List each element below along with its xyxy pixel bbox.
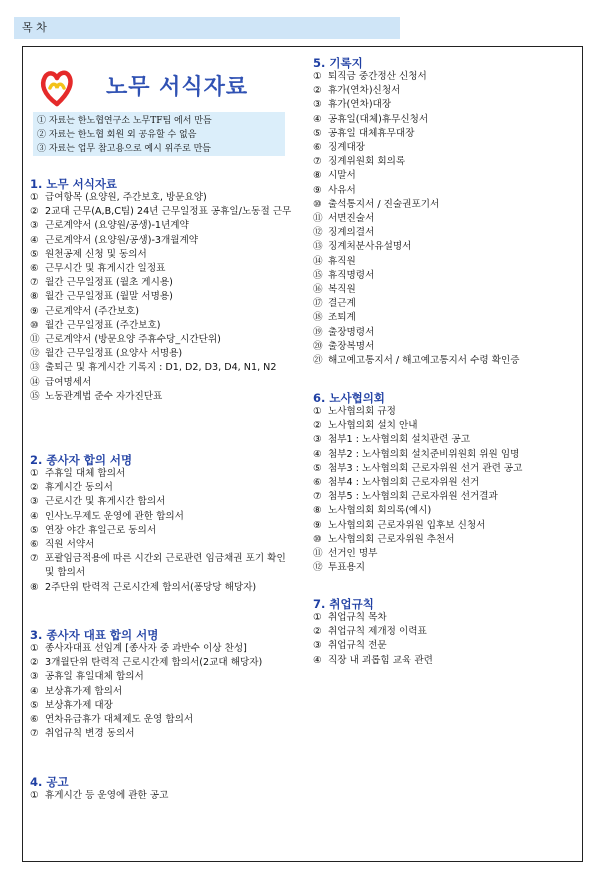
list-item bbox=[30, 713, 298, 727]
list-item bbox=[313, 490, 591, 504]
item-number: ⑧ bbox=[313, 170, 322, 182]
list-item bbox=[313, 611, 591, 625]
list-item bbox=[313, 311, 591, 325]
item-text: 선거인 명부 bbox=[328, 548, 378, 560]
item-number: ② bbox=[30, 657, 39, 669]
item-text: 결근계 bbox=[328, 298, 356, 310]
list-item bbox=[313, 533, 591, 547]
list-item bbox=[313, 654, 591, 668]
list-item bbox=[313, 354, 591, 368]
list-item bbox=[313, 639, 591, 653]
item-text: 연차유급휴가 대체제도 운영 합의서 bbox=[45, 714, 194, 726]
item-text: 첨부2 : 노사협의회 설치준비위원회 위원 임명 bbox=[328, 448, 520, 460]
list-item bbox=[30, 510, 298, 524]
item-number: ④ bbox=[30, 234, 39, 246]
list-item bbox=[313, 448, 591, 462]
item-number: ② bbox=[313, 420, 322, 432]
list-item bbox=[30, 305, 298, 319]
item-text: 직장 내 괴롭힘 교육 관련 bbox=[328, 654, 433, 666]
item-number: ③ bbox=[30, 671, 39, 683]
list-item bbox=[30, 467, 298, 481]
list-item bbox=[30, 699, 298, 713]
list-item bbox=[313, 625, 591, 639]
list-item bbox=[313, 561, 591, 575]
section-list-records bbox=[313, 70, 591, 368]
item-text: 해고예고통지서 / 해고예고통지서 수령 확인증 bbox=[328, 355, 520, 367]
item-number: ⑪ bbox=[30, 334, 40, 346]
item-text: 징계처분사유설명서 bbox=[328, 241, 412, 253]
list-item bbox=[313, 84, 591, 98]
item-number: ⑦ bbox=[30, 728, 39, 740]
list-item bbox=[30, 495, 298, 509]
item-text: 취업규칙 전문 bbox=[328, 640, 387, 652]
item-text: 취업규칙 변경 동의서 bbox=[45, 728, 135, 740]
item-text: 사유서 bbox=[328, 184, 356, 196]
item-number: ⑲ bbox=[313, 326, 323, 338]
item-number: ⑨ bbox=[313, 519, 322, 531]
list-item bbox=[30, 789, 298, 803]
item-number: ⑤ bbox=[30, 699, 39, 711]
item-number: ⑪ bbox=[313, 548, 323, 560]
item-number: ③ bbox=[313, 99, 322, 111]
item-number: ⑤ bbox=[30, 524, 39, 536]
item-text: 원천공제 신청 및 동의서 bbox=[45, 248, 147, 260]
item-number: ④ bbox=[30, 685, 39, 697]
list-item bbox=[313, 340, 591, 354]
item-number: ⑥ bbox=[30, 539, 39, 551]
list-item bbox=[313, 198, 591, 212]
item-number: ① bbox=[313, 71, 322, 82]
item-text: 취업규칙 목차 bbox=[328, 612, 387, 623]
list-item bbox=[313, 184, 591, 198]
item-text: 조퇴계 bbox=[328, 312, 356, 324]
list-item bbox=[30, 376, 298, 390]
item-number: ⑬ bbox=[313, 241, 323, 253]
list-item bbox=[313, 326, 591, 340]
item-number: ② bbox=[313, 626, 322, 638]
item-text: 출장복명서 bbox=[328, 340, 375, 352]
item-text: 휴직명령서 bbox=[328, 269, 375, 281]
section-title-work-rules: 7. 취업규칙 bbox=[313, 597, 374, 611]
list-item bbox=[313, 269, 591, 283]
item-number: ⑬ bbox=[30, 362, 40, 374]
item-text: 주휴일 대체 합의서 bbox=[45, 468, 126, 479]
item-number: ① bbox=[30, 643, 39, 654]
item-text: 취업규칙 제개정 이력표 bbox=[328, 626, 427, 638]
item-number: ③ bbox=[313, 640, 322, 652]
document-title: 노무 서식자료 bbox=[106, 75, 249, 100]
item-text: 근로계약서 (요양원/공생)-1년계약 bbox=[45, 220, 189, 232]
list-item bbox=[313, 70, 591, 84]
section-title-employee-agreements: 2. 종사자 합의 서명 bbox=[30, 453, 133, 467]
item-text: 휴직원 bbox=[328, 255, 356, 267]
toc-header: 목 차 bbox=[14, 17, 400, 39]
item-text: 근로계약서 (주간보호) bbox=[45, 305, 139, 317]
item-number: ⑥ bbox=[313, 477, 322, 489]
item-number: ⑱ bbox=[313, 312, 323, 324]
item-text: 근로계약서 (방문요양 주휴수당_시간단위) bbox=[45, 334, 221, 346]
item-number: ④ bbox=[313, 448, 322, 460]
list-item bbox=[313, 212, 591, 226]
item-text: 인사노무제도 운영에 관한 합의서 bbox=[45, 510, 184, 522]
list-item bbox=[313, 476, 591, 490]
item-number: ② bbox=[313, 85, 322, 97]
item-text: 직원 서약서 bbox=[45, 539, 95, 551]
section-title-forms: 1. 노무 서식자료 bbox=[30, 177, 118, 191]
list-item bbox=[30, 347, 298, 361]
item-text: 첨부3 : 노사협의회 근로자위원 선거 관련 공고 bbox=[328, 462, 523, 474]
list-item bbox=[30, 656, 298, 670]
list-item bbox=[313, 255, 591, 269]
heart-logo-icon bbox=[39, 66, 75, 108]
item-text: 출퇴근 및 휴게시간 기록지 : D1, D2, D3, D4, N1, N2 bbox=[45, 362, 277, 374]
item-number: ⑯ bbox=[313, 284, 323, 296]
item-text: 노사협의회 설치 안내 bbox=[328, 420, 418, 432]
item-number: ⑨ bbox=[30, 305, 39, 317]
list-item bbox=[30, 642, 298, 656]
item-text: 월간 근무일정표 (주간보호) bbox=[45, 319, 161, 331]
list-item bbox=[313, 462, 591, 476]
section-list-notices bbox=[30, 789, 298, 803]
item-number: ① bbox=[30, 790, 39, 801]
item-number: ⑥ bbox=[30, 263, 39, 275]
item-number: ⑤ bbox=[313, 127, 322, 139]
list-item bbox=[30, 234, 298, 248]
item-number: ⑧ bbox=[30, 581, 39, 593]
item-text: 2교대 근무(A,B,C팀) 24년 근무일정표 공휴일/노동절 근무 bbox=[45, 206, 292, 218]
section-title-records: 5. 기록지 bbox=[313, 56, 363, 70]
notes-box bbox=[33, 112, 285, 156]
item-text: 3개월단위 탄력적 근로시간제 합의서(2교대 해당자) bbox=[45, 657, 263, 669]
item-number: ⑮ bbox=[30, 390, 40, 402]
list-item bbox=[30, 727, 298, 741]
item-number: ③ bbox=[30, 220, 39, 232]
item-number: ④ bbox=[313, 113, 322, 125]
list-item bbox=[313, 297, 591, 311]
list-item bbox=[30, 685, 298, 699]
item-text: 투표용지 bbox=[328, 562, 366, 574]
item-number: ⑩ bbox=[313, 533, 322, 545]
item-text: 2주단위 탄력적 근로시간제 합의서(퐁당당 해당자) bbox=[45, 581, 257, 593]
list-item bbox=[313, 127, 591, 141]
item-text: 노동관계법 준수 자가진단표 bbox=[45, 390, 163, 402]
note-line: ② 자료는 한노협 회원 외 공유할 수 없음 bbox=[37, 130, 197, 140]
item-text: 노사협의회 회의록(예시) bbox=[328, 505, 432, 517]
section-list-work-rules bbox=[313, 611, 591, 668]
list-item bbox=[313, 240, 591, 254]
item-text: 공휴일(대체)휴무신청서 bbox=[328, 113, 429, 125]
item-number: ① bbox=[30, 192, 39, 203]
item-number: ⑩ bbox=[30, 319, 39, 331]
list-item bbox=[313, 283, 591, 297]
item-text: 근무시간 및 휴게시간 일정표 bbox=[45, 263, 166, 275]
item-text: 근로시간 및 휴게시간 합의서 bbox=[45, 496, 166, 508]
section-title-labor-council: 6. 노사협의회 bbox=[313, 391, 385, 405]
item-number: ⑭ bbox=[313, 255, 323, 267]
item-number: ⑩ bbox=[313, 198, 322, 210]
list-item bbox=[30, 219, 298, 233]
list-item bbox=[313, 226, 591, 240]
item-number: ⑦ bbox=[313, 156, 322, 168]
item-number: ⑦ bbox=[30, 553, 39, 565]
item-number: ④ bbox=[313, 654, 322, 666]
item-number: ⑦ bbox=[30, 277, 39, 289]
item-text: 서면진술서 bbox=[328, 213, 375, 225]
item-number: ④ bbox=[30, 510, 39, 522]
list-item bbox=[30, 361, 298, 375]
item-text: 퇴직금 중간정산 신청서 bbox=[328, 71, 427, 82]
list-item bbox=[30, 276, 298, 290]
list-item bbox=[30, 538, 298, 552]
list-item bbox=[30, 581, 298, 595]
item-number: ⑤ bbox=[30, 248, 39, 260]
item-text: 월간 근무일정표 (요양사 서명용) bbox=[45, 348, 183, 360]
list-item bbox=[30, 524, 298, 538]
list-item bbox=[313, 405, 591, 419]
item-number: ③ bbox=[30, 496, 39, 508]
item-text: 출석통지서 / 진술권포기서 bbox=[328, 198, 440, 210]
item-text: 노사협의회 근로자위원 추천서 bbox=[328, 533, 455, 545]
section-list-labor-council bbox=[313, 405, 591, 575]
list-item bbox=[30, 333, 298, 347]
item-text: 월간 근무일정표 (월초 게시용) bbox=[45, 277, 173, 289]
item-number: ⑥ bbox=[30, 714, 39, 726]
item-number: ② bbox=[30, 482, 39, 494]
note-line: ① 자료는 한노협연구소 노무TF팀 에서 만듬 bbox=[37, 116, 212, 126]
list-item bbox=[30, 390, 298, 404]
item-text: 보상휴가제 합의서 bbox=[45, 685, 123, 697]
item-text: 징계대장 bbox=[328, 142, 366, 154]
item-number: ⑳ bbox=[313, 340, 323, 352]
item-number: ⑫ bbox=[313, 227, 323, 239]
item-text: 휴가(연차)신청서 bbox=[328, 85, 401, 97]
list-item bbox=[313, 155, 591, 169]
item-text: 급여항목 (요양원, 주간보호, 방문요양) bbox=[45, 192, 207, 203]
item-number: ③ bbox=[313, 434, 322, 446]
list-item bbox=[313, 98, 591, 112]
list-item bbox=[313, 169, 591, 183]
item-text: 휴게시간 동의서 bbox=[45, 482, 113, 494]
list-item bbox=[30, 262, 298, 276]
item-number: ⑧ bbox=[313, 505, 322, 517]
item-text: 노사협의회 근로자위원 입후보 신청서 bbox=[328, 519, 486, 531]
section-title-representative-agreements: 3. 종사자 대표 합의 서명 bbox=[30, 628, 159, 642]
item-text: 공휴일 휴일대체 합의서 bbox=[45, 671, 144, 683]
list-item bbox=[313, 433, 591, 447]
list-item bbox=[30, 191, 298, 205]
item-text: 보상휴가제 대장 bbox=[45, 699, 113, 711]
item-text: 급여명세서 bbox=[45, 376, 92, 388]
item-number: ⑥ bbox=[313, 142, 322, 154]
list-item bbox=[313, 113, 591, 127]
item-number: ⑤ bbox=[313, 462, 322, 474]
item-text: 연장 야간 휴일근로 동의서 bbox=[45, 524, 157, 536]
list-item bbox=[313, 419, 591, 433]
item-number: ㉑ bbox=[313, 355, 323, 367]
item-number: ① bbox=[313, 612, 322, 623]
item-number: ⑦ bbox=[313, 491, 322, 503]
item-text: 종사자대표 선임계 [종사자 중 과반수 이상 찬성] bbox=[45, 643, 247, 654]
item-number: ⑫ bbox=[30, 348, 40, 360]
item-number: ⑰ bbox=[313, 298, 323, 310]
item-text: 공휴일 대체휴무대장 bbox=[328, 127, 415, 139]
item-text: 휴게시간 등 운영에 관한 공고 bbox=[45, 790, 169, 801]
item-text: 첨부1 : 노사협의회 설치관련 공고 bbox=[328, 434, 471, 446]
list-item bbox=[30, 248, 298, 262]
list-item bbox=[313, 141, 591, 155]
item-text: 시말서 bbox=[328, 170, 356, 182]
section-title-notices: 4. 공고 bbox=[30, 775, 69, 789]
item-number: ⑧ bbox=[30, 291, 39, 303]
item-number: ⑨ bbox=[313, 184, 322, 196]
list-item bbox=[30, 481, 298, 495]
item-number: ① bbox=[30, 468, 39, 479]
item-text: 징계위원회 회의록 bbox=[328, 156, 406, 168]
section-list-employee-agreements bbox=[30, 467, 298, 595]
item-text: 근로계약서 (요양원/공생)-3개월계약 bbox=[45, 234, 199, 246]
item-number: ② bbox=[30, 206, 39, 218]
section-list-representative-agreements bbox=[30, 642, 298, 741]
item-text: 월간 근무일정표 (월말 서명용) bbox=[45, 291, 173, 303]
item-text: 포괄임금적용에 따른 시간외 근로관련 임금채권 포기 확인 및 합의서 bbox=[45, 553, 286, 579]
item-text: 징계의결서 bbox=[328, 227, 375, 239]
note-line: ③ 자료는 업무 참고용으로 예시 위주로 만듬 bbox=[37, 144, 211, 154]
item-text: 휴가(연차)대장 bbox=[328, 99, 392, 111]
list-item bbox=[30, 552, 298, 580]
item-number: ⑫ bbox=[313, 562, 323, 574]
item-text: 노사협의회 규정 bbox=[328, 406, 396, 417]
item-number: ⑭ bbox=[30, 376, 40, 388]
item-number: ① bbox=[313, 406, 322, 417]
section-list-forms bbox=[30, 191, 298, 404]
item-number: ⑮ bbox=[313, 269, 323, 281]
item-text: 첨부5 : 노사협의회 근로자위원 선거결과 bbox=[328, 491, 498, 503]
list-item bbox=[30, 205, 298, 219]
item-number: ⑪ bbox=[313, 213, 323, 225]
list-item bbox=[313, 504, 591, 518]
item-text: 복직원 bbox=[328, 284, 356, 296]
list-item bbox=[30, 290, 298, 304]
list-item bbox=[313, 547, 591, 561]
item-text: 첨부4 : 노사협의회 근로자위원 선거 bbox=[328, 477, 480, 489]
list-item bbox=[313, 519, 591, 533]
list-item bbox=[30, 670, 298, 684]
list-item bbox=[30, 319, 298, 333]
item-text: 출장명령서 bbox=[328, 326, 375, 338]
